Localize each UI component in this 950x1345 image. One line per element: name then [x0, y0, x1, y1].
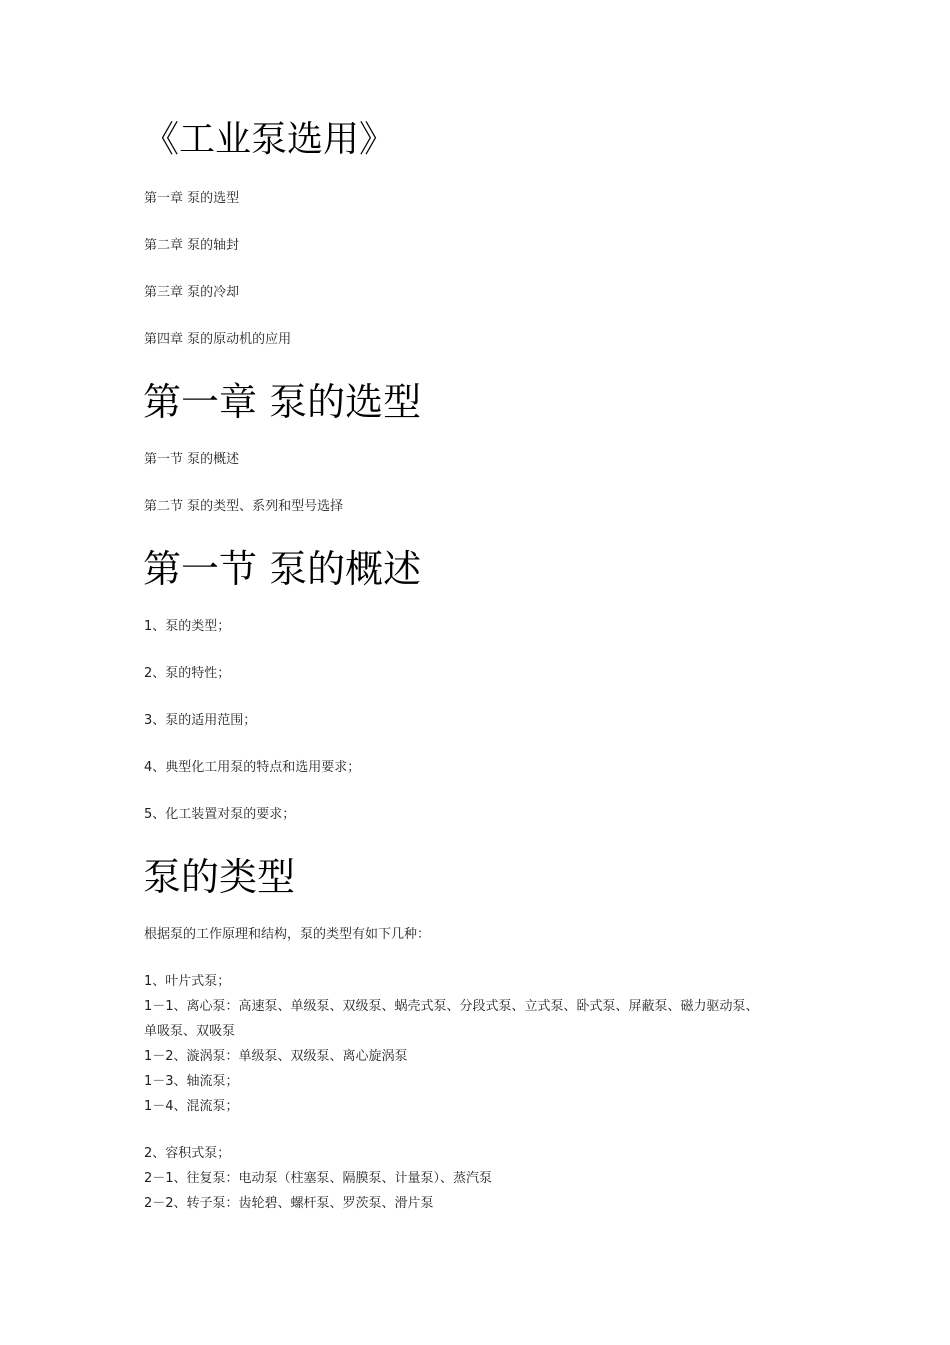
type-line: 1－3、轴流泵；	[144, 1074, 239, 1089]
toc-item: 第二章 泵的轴封	[144, 238, 240, 253]
toc-item: 第四章 泵的原动机的应用	[144, 332, 292, 347]
toc-item: 第三章 泵的冷却	[144, 285, 240, 300]
type-line: 1、叶片式泵；	[144, 974, 231, 989]
list-item: 1、泵的类型；	[144, 619, 231, 634]
type-line: 1－1、离心泵：高速泵、单级泵、双级泵、蜗壳式泵、分段式泵、立式泵、卧式泵、屏蔽泵、磁力驱动泵、	[144, 999, 759, 1014]
pump-types-heading: 泵的类型	[143, 855, 296, 899]
intro-paragraph: 根据泵的工作原理和结构，泵的类型有如下几种：	[144, 927, 431, 942]
type-line: 2－1、往复泵：电动泵（柱塞泵、隔膜泵、计量泵）、蒸汽泵	[144, 1171, 493, 1186]
list-item: 2、泵的特性；	[144, 666, 231, 681]
list-item: 4、典型化工用泵的特点和选用要求；	[144, 760, 361, 775]
list-item: 5、化工装置对泵的要求；	[144, 807, 296, 822]
type-line: 单吸泵、双吸泵	[144, 1024, 236, 1039]
chapter-heading: 第一章 泵的选型	[143, 380, 422, 424]
list-item: 3、泵的适用范围；	[144, 713, 257, 728]
section-link: 第一节 泵的概述	[144, 452, 240, 467]
type-line: 2、容积式泵；	[144, 1146, 231, 1161]
type-line: 1－2、漩涡泵：单级泵、双级泵、离心旋涡泵	[144, 1049, 408, 1064]
document-title: 《工业泵选用》	[143, 119, 396, 160]
type-line: 1－4、混流泵；	[144, 1099, 239, 1114]
toc-item: 第一章 泵的选型	[144, 191, 240, 206]
section-link: 第二节 泵的类型、系列和型号选择	[144, 499, 344, 514]
section-heading: 第一节 泵的概述	[143, 547, 422, 591]
type-line: 2－2、转子泵：齿轮碧、螺杆泵、罗茨泵、滑片泵	[144, 1196, 434, 1211]
